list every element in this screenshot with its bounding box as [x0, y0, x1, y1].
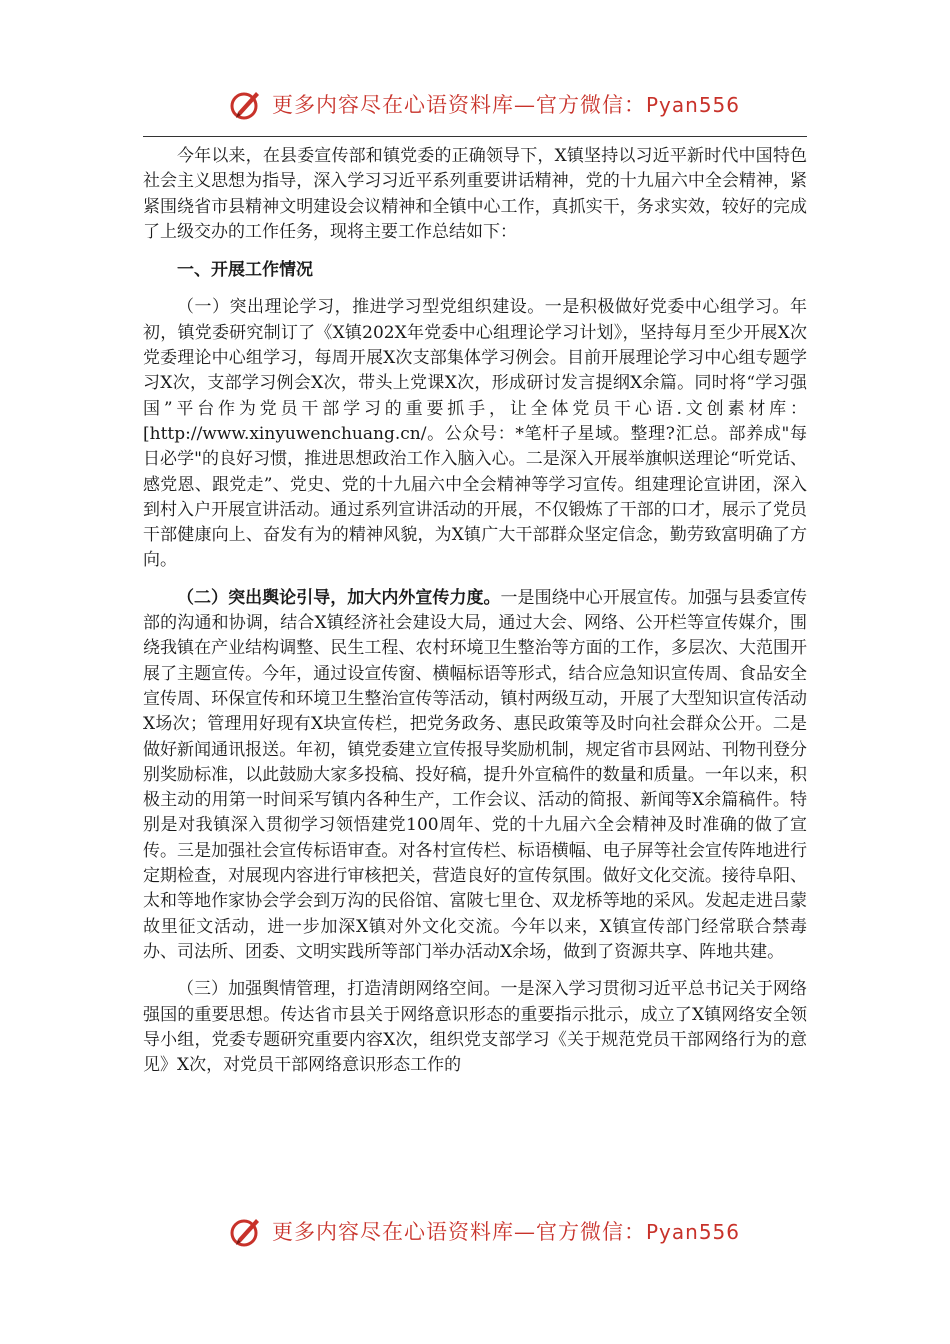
banner-text: 更多内容尽在心语资料库—官方微信：Pyan556 [272, 1220, 741, 1244]
paragraph-opinion-management: （三）加强舆情管理，打造清朗网络空间。一是深入学习贯彻习近平总书记关于网络强国的重要思想。传达省市县关于网络意识形态的重要指示批示，成立了X镇网络安全领导小组，党委专题研究重要内容X次，组织党支部学习《关于规范党员干部网络行为的意见》X次，对党员干部网络意识形态工作的 [143, 979, 807, 1076]
footer-banner [228, 1211, 748, 1251]
paragraph-theory-study: （一）突出理论学习，推进学习型党组织建设。一是积极做好党委中心组学习。年初，镇党委研究制订了《X镇202X年党委中心组理论学习计划》，坚持每月至少开展X次党委理论中心组学习，每周开展X次支部集体学习例会。目前开展理论学习中心组专题学习X次，支部学习例会X次，带头上党课X次，形成研讨发言提纲X余篇。同时将“学习强国”平台作为党员干部学习的重要抓手，让全体党员干心语.文创素材库：[http://www.xinyuwenchuang.cn/。公众号：*笔杆子星域。整理?汇总。部养成"每日必学"的良好习惯，推进思想政治工作入脑入心。二是深入开展举旗帜送理论“听党话、感党恩、跟党走”、党史、党的十九届六中全会精神等学习宣传。组建理论宣讲团，深入到村入户开展宣讲活动。通过系列宣讲活动的开展，不仅锻炼了干部的口才，展示了党员干部健康向上、奋发有为的精神风貌，为X镇广大干部群众坚定信念，勤劳致富明确了方向。 [143, 297, 807, 571]
pen-logo-icon [228, 86, 264, 122]
pen-logo-icon [228, 1213, 264, 1249]
document-body [143, 144, 807, 1078]
section-heading: 一、开展工作情况 [177, 260, 313, 281]
paragraph-publicity-body: 一是围绕中心开展宣传。加强与县委宣传部的沟通和协调，结合X镇经济社会建设大局，通过大会、网络、公开栏等宣传媒介，围绕我镇在产业结构调整、民生工程、农村环境卫生整治等方面的工作，多层次、大范围开展了主题宣传。今年，通过设宣传窗、横幅标语等形式，结合应急知识宣传周、食品安全宣传周、环保宣传和环境卫生整治宣传等活动，镇村两级互动，开展了大型知识宣传活动X场次；管理用好现有X块宣传栏，把党务政务、惠民政策等及时向社会群众公开。二是做好新闻通讯报送。年初，镇党委建立宣传报导奖励机制，规定省市县网站、刊物刊登分别奖励标准，以此鼓励大家多投稿、投好稿，提升外宣稿件的数量和质量。一年以来，积极主动的用第一时间采写镇内各种生产，工作会议、活动的简报、新闻等X余篇稿件。特别是对我镇深入贯彻学习领悟建党100周年、党的十九届六全会精神及时准确的做了宣传。三是加强社会宣传标语审查。对各村宣传栏、标语横幅、电子屏等社会宣传阵地进行定期检查，对展现内容进行审核把关，营造良好的宣传氛围。做好文化交流。接待阜阳、太和等地作家协会学会到万沟的民俗馆、富陂七里仓、双龙桥等地的采风。发起走进吕蒙故里征文活动，进一步加深X镇对外文化交流。今年以来，X镇宣传部门经常联合禁毒办、司法所、团委、文明实践所等部门举办活动X余场，做到了资源共享、阵地共建。 [143, 587, 808, 962]
paragraph-publicity-title: （二）突出舆论引导，加大内外宣传力度。 [177, 587, 501, 608]
paragraph-publicity [143, 586, 807, 965]
header-divider [143, 136, 807, 137]
intro-paragraph: 今年以来，在县委宣传部和镇党委的正确领导下，X镇坚持以习近平新时代中国特色社会主义思想为指导，深入学习习近平系列重要讲话精神，党的十九届六中全会精神，紧紧围绕省市县精神文明建设会议精神和全镇中心工作，真抓实干，务求实效，较好的完成了上级交办的工作任务，现将主要工作总结如下： [143, 146, 807, 242]
header-banner [228, 84, 748, 124]
banner-text: 更多内容尽在心语资料库—官方微信：Pyan556 [272, 93, 741, 117]
